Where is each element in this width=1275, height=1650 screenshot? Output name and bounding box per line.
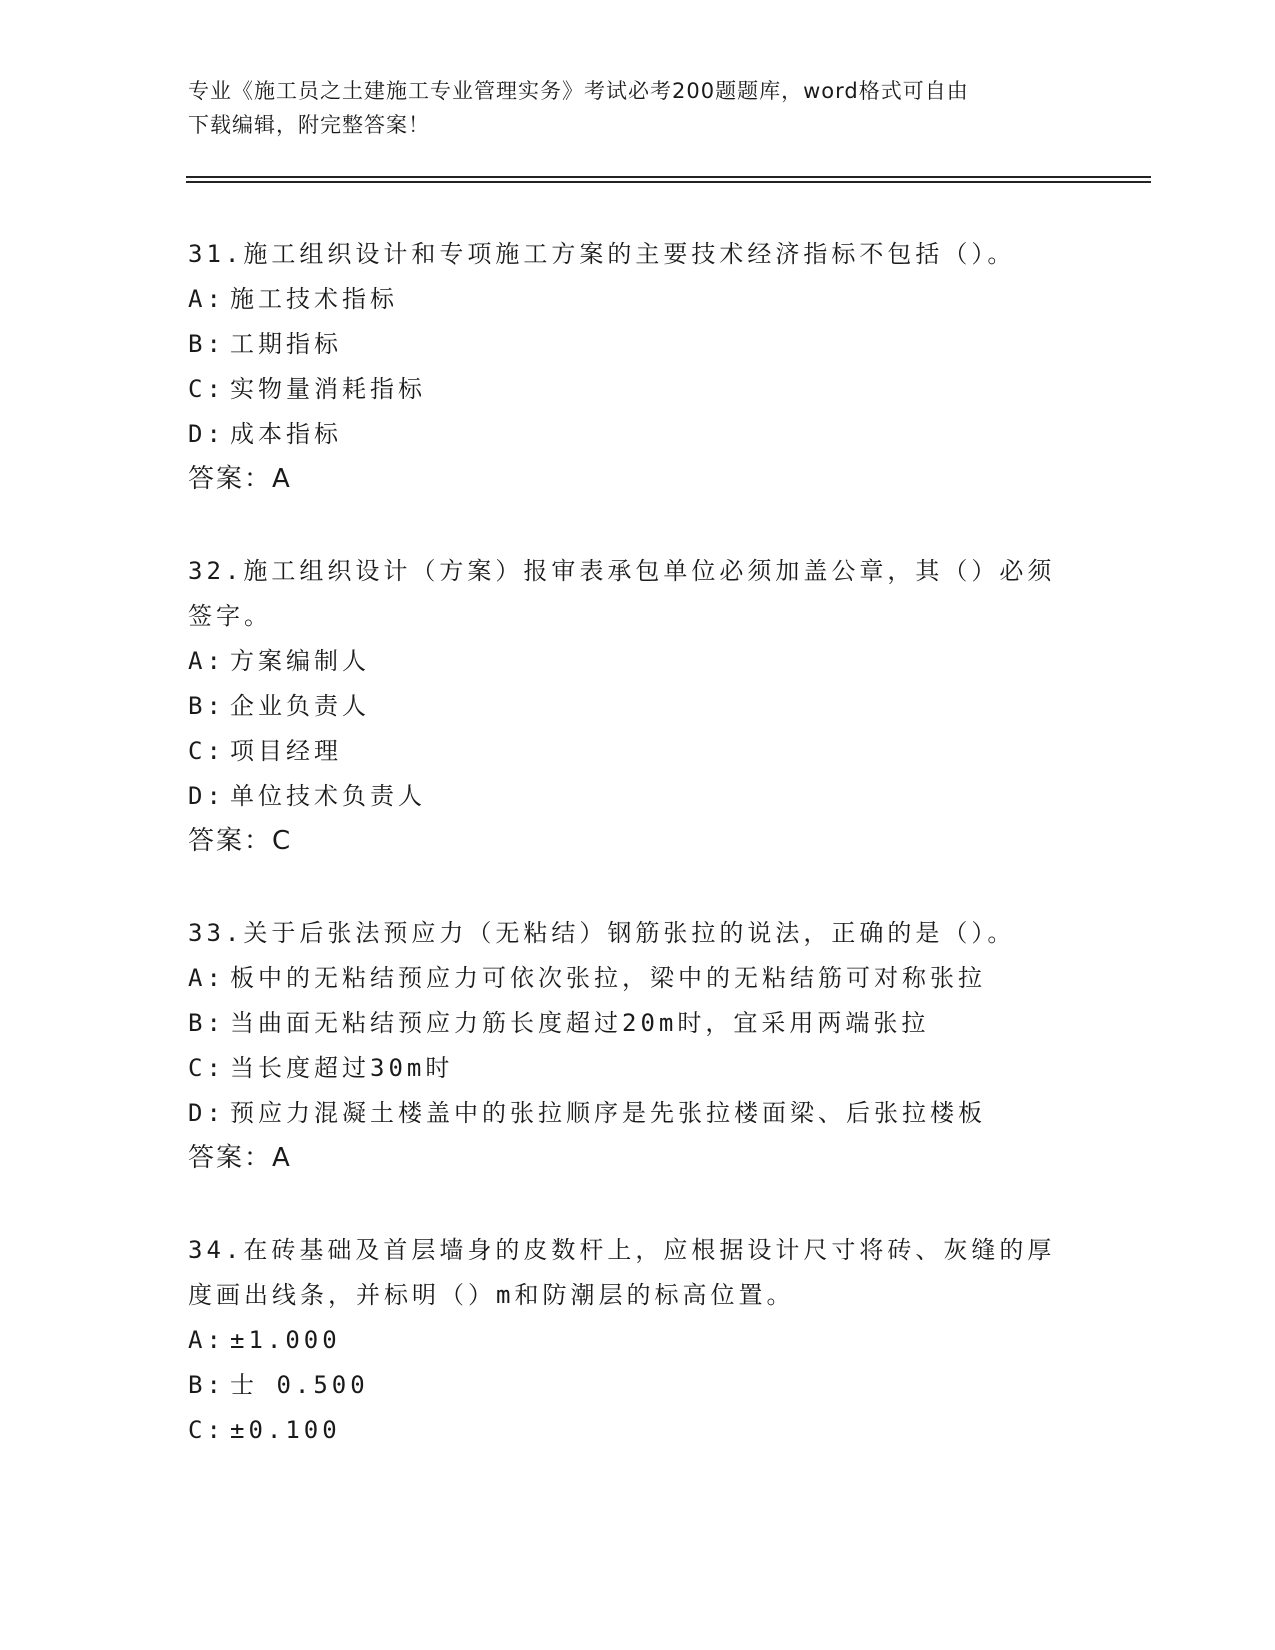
option-text: 士 0.500 <box>230 1371 369 1399</box>
answer-key: 答案：A <box>188 1143 292 1173</box>
question-stem-line: 34.在砖基础及首层墙身的皮数杆上，应根据设计尺寸将砖、灰缝的厚 <box>188 1236 1056 1264</box>
header-line-2: 下载编辑，附完整答案！ <box>188 113 430 137</box>
answer-option <box>188 322 1088 367</box>
header-line-1: 专业《施工员之土建施工专业管理实务》考试必考200题题库，word格式可自由 <box>188 79 969 103</box>
option-key: C: <box>188 1054 225 1082</box>
option-key: C: <box>188 737 225 765</box>
question-block <box>188 1228 1088 1453</box>
option-text: 实物量消耗指标 <box>230 375 426 403</box>
option-text: 企业负责人 <box>230 692 370 720</box>
question-stem-line: 31.施工组织设计和专项施工方案的主要技术经济指标不包括（）。 <box>188 240 1016 268</box>
question-stem-line: 33.关于后张法预应力（无粘结）钢筋张拉的说法，正确的是（）。 <box>188 919 1016 947</box>
option-text: 成本指标 <box>230 420 342 448</box>
option-text: ±1.000 <box>230 1326 341 1354</box>
option-text: 预应力混凝土楼盖中的张拉顺序是先张拉楼面梁、后张拉楼板 <box>230 1099 986 1127</box>
option-key: B: <box>188 330 225 358</box>
option-key: C: <box>188 375 225 403</box>
question-block <box>188 549 1088 864</box>
option-text: 板中的无粘结预应力可依次张拉，梁中的无粘结筋可对称张拉 <box>230 964 986 992</box>
answer-key: 答案：A <box>188 464 292 494</box>
option-key: D: <box>188 420 225 448</box>
question-stem <box>188 1228 1088 1318</box>
option-key: A: <box>188 964 225 992</box>
answer-option <box>188 774 1088 819</box>
option-text: 方案编制人 <box>230 647 370 675</box>
question-stem-line: 32.施工组织设计（方案）报审表承包单位必须加盖公章，其（）必须 <box>188 557 1056 585</box>
option-text: 当长度超过30m时 <box>230 1054 454 1082</box>
option-text: 工期指标 <box>230 330 342 358</box>
document-header <box>188 74 1088 142</box>
question-stem-line: 度画出线条，并标明（）m和防潮层的标高位置。 <box>188 1281 795 1309</box>
header-divider-top <box>186 176 1151 178</box>
answer-option <box>188 729 1088 774</box>
answer-option <box>188 956 1088 1001</box>
option-text: 施工技术指标 <box>230 285 398 313</box>
option-key: D: <box>188 1099 225 1127</box>
answer-option <box>188 1046 1088 1091</box>
answer-option <box>188 684 1088 729</box>
answer-option <box>188 367 1088 412</box>
option-key: D: <box>188 782 225 810</box>
option-key: B: <box>188 692 225 720</box>
option-text: 单位技术负责人 <box>230 782 426 810</box>
question-block <box>188 911 1088 1181</box>
option-key: C: <box>188 1416 225 1444</box>
question-stem <box>188 911 1088 956</box>
option-text: 项目经理 <box>230 737 342 765</box>
answer-option <box>188 1091 1088 1136</box>
option-key: A: <box>188 647 225 675</box>
answer-option <box>188 277 1088 322</box>
option-key: B: <box>188 1371 225 1399</box>
answer-option <box>188 412 1088 457</box>
question-stem <box>188 549 1088 639</box>
question-list <box>188 232 1088 1500</box>
answer-option <box>188 639 1088 684</box>
option-key: A: <box>188 285 225 313</box>
answer-option <box>188 1001 1088 1046</box>
question-stem-line: 签字。 <box>188 602 272 630</box>
option-key: B: <box>188 1009 225 1037</box>
answer-option <box>188 1408 1088 1453</box>
answer-key: 答案：C <box>188 826 293 856</box>
header-divider-bottom <box>186 181 1151 183</box>
option-text: ±0.100 <box>230 1416 341 1444</box>
question-stem <box>188 232 1088 277</box>
answer-option <box>188 1318 1088 1363</box>
answer-option <box>188 1363 1088 1408</box>
question-block <box>188 232 1088 502</box>
option-text: 当曲面无粘结预应力筋长度超过20m时，宜采用两端张拉 <box>230 1009 930 1037</box>
option-key: A: <box>188 1326 225 1354</box>
